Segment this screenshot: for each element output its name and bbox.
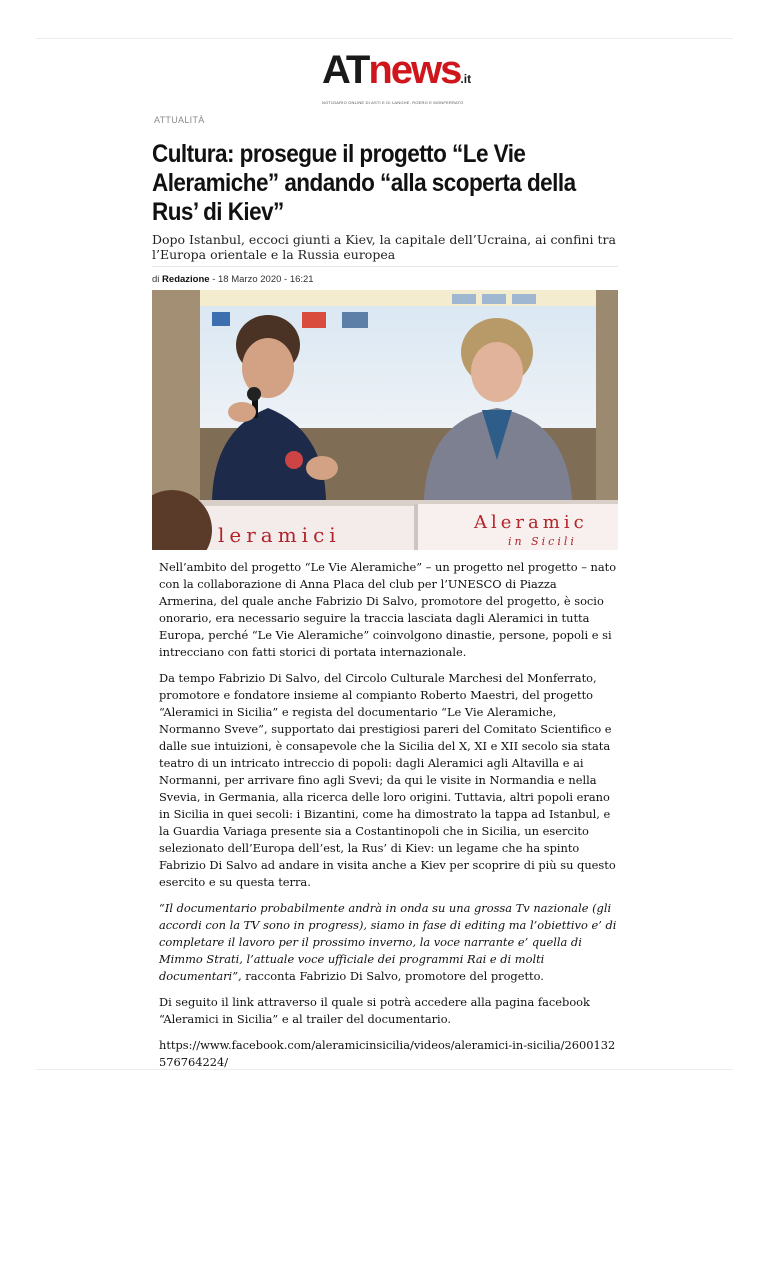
logo-news: news xyxy=(368,48,461,92)
link-intro: Di seguito il link attraverso il quale si potrà accedere alla pagina facebook “Aleramici in Sicilia” e al trailer del documentario. xyxy=(159,995,590,1026)
logo-tld: .it xyxy=(460,72,472,86)
quote-text: “Il documentario probabilmente andrà in onda su una grossa Tv nazionale (gli accordi con la TV sono in progress), siamo in fase di editing ma l’obiettivo e’ di completare il lavoro per il prossimo inverno, la voce narrante e’ quella di Mimmo Strati, l’attuale voce ufficiale dei programmi Rai e di molti documentari”, xyxy=(159,901,617,983)
logo-wordmark xyxy=(322,48,472,99)
quote-paragraph xyxy=(159,900,617,985)
paragraph: Da tempo Fabrizio Di Salvo, del Circolo Culturale Marchesi del Monferrato, promotore e fondatore insieme al compianto Roberto Maestri, del progetto “Aleramici in Sicilia” e regista del documentario “Le Vie Aleramiche, Normanno Sveve”, supportato dai prestigiosi pareri del Comitato Scientifico e dalle sue intuizioni, è consapevole che la Sicilia del X, XI e XII secolo sia stata teatro di un intricato intreccio di popoli: dagli Aleramici agli Altavilla e ai Normanni, per arrivare fino agli Svevi; da qui le visite in Normandia e nella Svevia, in Germania, alla ricerca delle loro origini. Tuttavia, altri popoli erano in Sicilia in quei secoli: i Bizantini, come ha dimostrato la tappa ad Istanbul, e la Guardia Variaga presente sia a Costantinopoli che in Sicilia, un esercito selezionato dell’Europa dell’est, la Rus’ di Kiev: un legame che ha spinto Fabrizio Di Salvo ad andare in visita anche a Kiev per scoprire di più su questo esercito e su questa terra. xyxy=(159,671,616,889)
divider xyxy=(152,266,618,267)
paragraph: Nell’ambito del progetto “Le Vie Aleramiche” – un progetto nel progetto – nato con la collaborazione di Anna Placa del club per l’UNESCO di Piazza Armerina, del quale anche Fabrizio Di Salvo, promotore del progetto, è socio onorario, era necessario seguire la traccia lasciata dagli Aleramici in tutta Europa, perché “Le Vie Aleramiche” coinvolgono dinastie, persone, popoli e si intrecciano con fatti storici di portata internazionale. xyxy=(159,560,617,659)
byline-date: - 18 Marzo 2020 - 16:21 xyxy=(212,274,314,285)
byline xyxy=(152,274,314,285)
logo-tagline: NOTIZIARIO ONLINE DI ASTI E DI LANGHE, ROERO E MONFERRATO xyxy=(322,100,464,105)
article-photo xyxy=(152,290,618,550)
banner-left-text: leramici xyxy=(218,523,341,547)
site-logo[interactable] xyxy=(322,48,472,105)
article-title: Cultura: prosegue il progetto “Le Vie Aleramiche” andando “alla scoperta della Rus’ di Kiev” xyxy=(152,140,576,226)
article-body xyxy=(159,559,617,1080)
article-category[interactable]: ATTUALITÀ xyxy=(154,115,205,125)
byline-author[interactable]: Redazione xyxy=(162,274,210,285)
facebook-link[interactable]: https://www.facebook.com/aleramicinsicilia/videos/aleramici-in-sicilia/2600132576764224/ xyxy=(159,1038,616,1069)
logo-at: AT xyxy=(322,48,369,92)
photo-illustration xyxy=(152,290,618,550)
article-subtitle: Dopo Istanbul, eccoci giunti a Kiev, la capitale dell’Ucraina, ai confini tra l’Europa orientale e la Russia europea xyxy=(152,232,616,262)
banner-right-subtext: in Sicili xyxy=(508,535,577,548)
banner-right-text: Aleramic xyxy=(474,512,588,533)
quote-attribution: racconta Fabrizio Di Salvo, promotore del progetto. xyxy=(241,969,544,983)
byline-prefix: di xyxy=(152,274,160,285)
